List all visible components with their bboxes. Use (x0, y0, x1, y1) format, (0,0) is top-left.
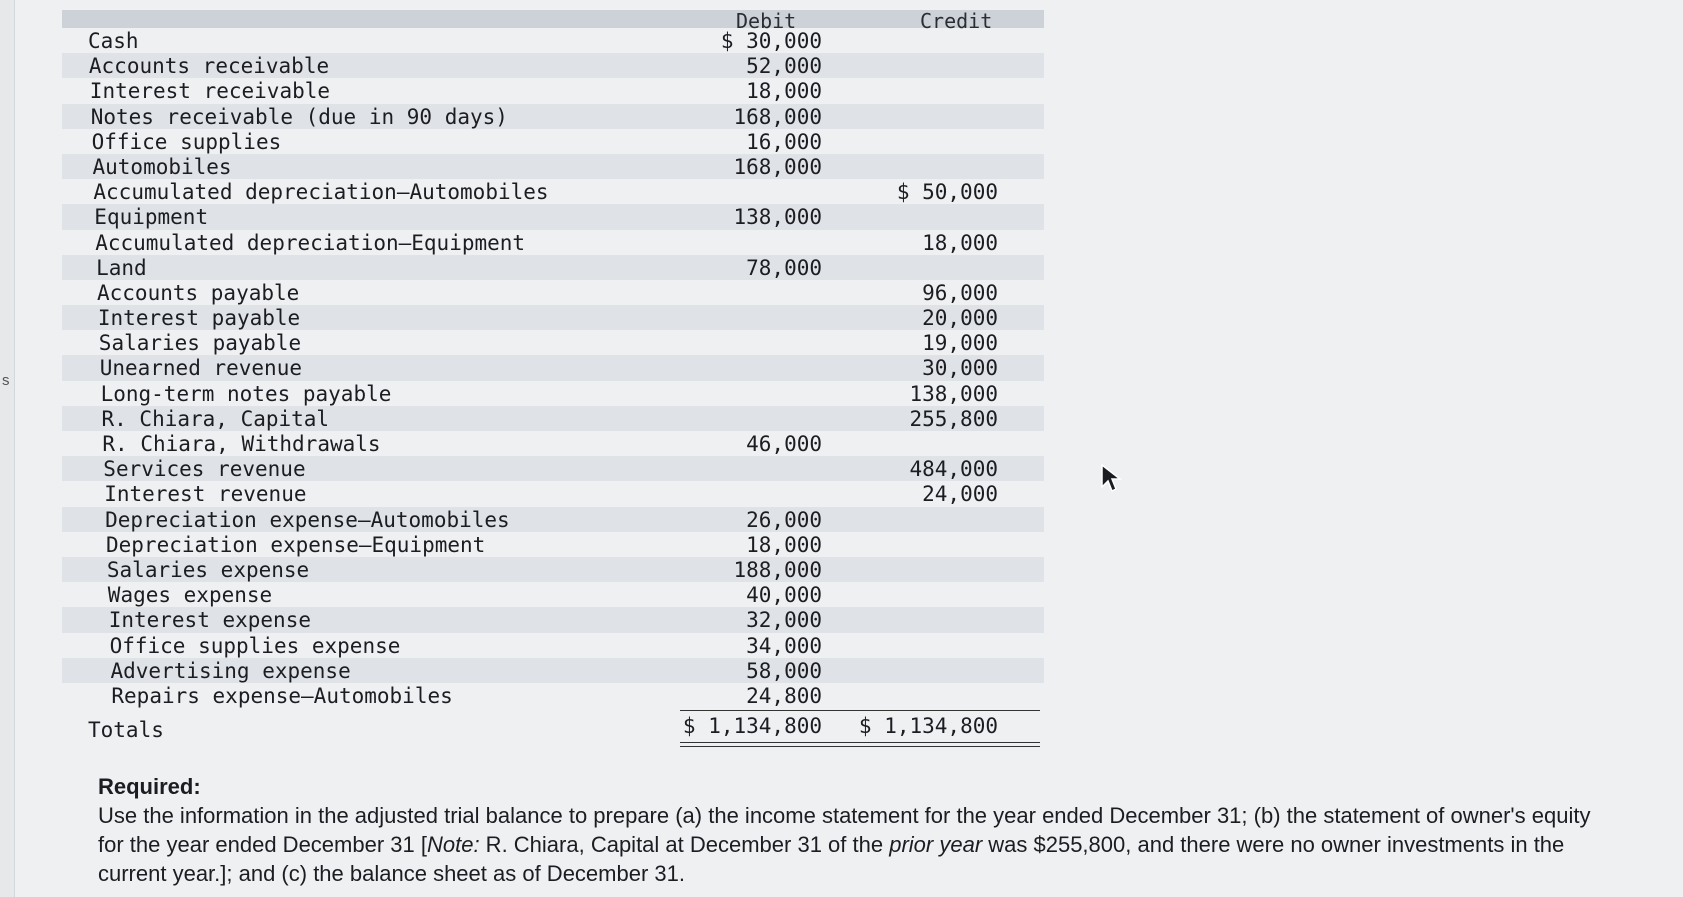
debit-amount: 138,000 (733, 205, 822, 230)
credit-column-header: Credit (920, 9, 993, 33)
table-row (62, 28, 1044, 53)
credit-amount: 255,800 (909, 406, 998, 431)
account-name: Interest receivable (89, 79, 331, 104)
table-row (62, 355, 1044, 380)
debit-amount: 16,000 (746, 129, 822, 154)
required-text-2: R. Chiara, Capital at December 31 of the (479, 832, 890, 857)
totals-row (62, 708, 1044, 748)
debit-amount: 18,000 (746, 79, 822, 104)
account-name: Office supplies expense (109, 633, 401, 658)
account-name: Wages expense (107, 583, 273, 608)
table-row (62, 481, 1044, 506)
credit-amount: 484,000 (909, 457, 998, 482)
mouse-cursor-icon (1100, 463, 1122, 493)
debit-amount: 52,000 (746, 54, 822, 79)
account-name: Accumulated depreciation—Automobiles (93, 180, 549, 205)
required-text-1: Use the information in the adjusted trial balance to prepare (a) the income statement for the year ended December 31; (b) the statement of owner's equity for the year ended December 31 [ (98, 803, 1591, 857)
required-prior-year: prior year (889, 832, 983, 857)
table-row (62, 204, 1044, 229)
table-row (62, 532, 1044, 557)
account-name: Accounts receivable (88, 54, 330, 79)
table-row (62, 607, 1044, 632)
table-row (62, 381, 1044, 406)
debit-amount: 168,000 (733, 104, 822, 129)
account-name: Accumulated depreciation—Equipment (95, 230, 526, 255)
debit-amount: 78,000 (746, 255, 822, 280)
table-row (62, 557, 1044, 582)
table-row (62, 330, 1044, 355)
account-name: Repairs expense—Automobiles (111, 683, 453, 708)
debit-amount: 46,000 (746, 432, 822, 456)
table-row (62, 431, 1044, 456)
debit-amount: 34,000 (746, 633, 822, 658)
trial-balance-table (62, 10, 1044, 748)
table-row (62, 255, 1044, 280)
table-row (62, 179, 1044, 204)
table-row (62, 78, 1044, 103)
table-row (62, 129, 1044, 154)
table-body (62, 28, 1044, 708)
left-edge-strip (0, 0, 15, 897)
account-name: Land (96, 255, 147, 280)
totals-top-rule (680, 710, 1040, 711)
credit-amount: 18,000 (922, 230, 998, 255)
table-row (62, 406, 1044, 431)
table-row (62, 582, 1044, 607)
credit-amount: 24,000 (922, 482, 998, 507)
credit-amount: 30,000 (922, 356, 998, 381)
debit-amount: 168,000 (733, 154, 822, 179)
debit-amount: 26,000 (746, 507, 822, 532)
totals-credit: $ 1,134,800 (858, 714, 998, 739)
account-name: Interest revenue (104, 482, 307, 507)
account-name: Interest payable (97, 306, 301, 331)
table-row (62, 658, 1044, 683)
account-name: Unearned revenue (99, 356, 302, 381)
account-name: Automobiles (92, 154, 232, 179)
account-name: Salaries expense (106, 557, 310, 582)
table-row (62, 683, 1044, 708)
debit-column-header: Debit (736, 9, 797, 33)
table-row (62, 230, 1044, 255)
debit-amount: 32,000 (746, 608, 822, 633)
account-name: Services revenue (103, 457, 306, 482)
account-name: Interest expense (108, 608, 311, 633)
debit-amount: 188,000 (733, 557, 822, 582)
account-name: Cash (88, 29, 139, 53)
table-header (62, 9, 1044, 33)
account-name: R. Chiara, Capital (101, 406, 330, 431)
account-name: Long-term notes payable (100, 381, 392, 406)
credit-amount: 19,000 (922, 331, 998, 356)
account-name: Advertising expense (110, 658, 351, 683)
debit-amount: $ 30,000 (720, 29, 822, 53)
credit-amount: $ 50,000 (896, 180, 998, 205)
credit-amount: 20,000 (922, 306, 998, 331)
account-name: Depreciation expense—Equipment (106, 532, 486, 557)
table-row (62, 456, 1044, 481)
required-title: Required: (98, 774, 201, 799)
account-name: Office supplies (91, 129, 282, 154)
account-name: Accounts payable (97, 280, 300, 305)
credit-amount: 96,000 (922, 280, 998, 305)
table-row (62, 104, 1044, 129)
table-row (62, 507, 1044, 532)
required-instructions (98, 772, 1598, 888)
account-name: R. Chiara, Withdrawals (102, 432, 381, 456)
table-row (62, 280, 1044, 305)
account-name: Notes receivable (due in 90 days) (90, 104, 508, 129)
totals-double-rule-2 (680, 746, 1040, 747)
totals-debit: $ 1,134,800 (682, 714, 822, 739)
table-row (62, 633, 1044, 658)
left-edge-label: s (2, 372, 10, 389)
required-text-3: was $255,800, and there were no owner investments in the current year.]; and (c) the balance sheet as of December 31. (98, 832, 1565, 886)
account-name: Depreciation expense—Automobiles (105, 507, 510, 532)
debit-amount: 24,800 (746, 683, 822, 708)
table-row (62, 305, 1044, 330)
account-name: Salaries payable (98, 331, 302, 356)
account-name: Equipment (94, 205, 209, 230)
credit-amount: 138,000 (909, 381, 998, 406)
required-note-label: Note: (426, 832, 480, 857)
table-row (62, 53, 1044, 78)
debit-amount: 40,000 (746, 583, 822, 608)
debit-amount: 58,000 (746, 658, 822, 683)
debit-amount: 18,000 (746, 532, 822, 557)
totals-label: Totals (88, 718, 164, 743)
table-row (62, 154, 1044, 179)
totals-double-rule-1 (680, 742, 1040, 743)
